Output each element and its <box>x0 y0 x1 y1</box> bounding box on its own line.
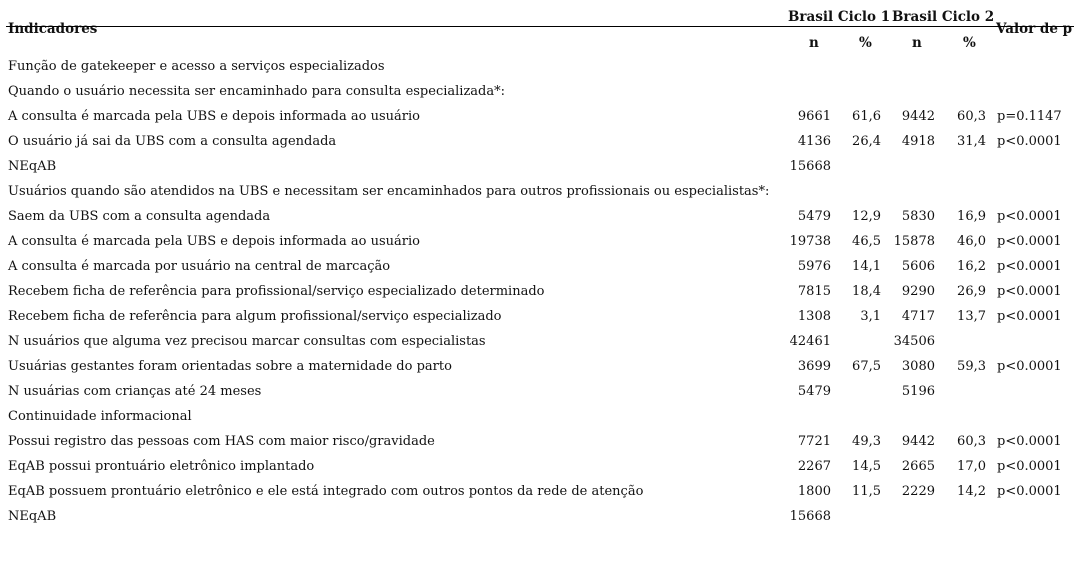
table-row <box>0 504 1077 529</box>
row-n-ciclo-1: 5479 <box>797 384 831 399</box>
row-n-ciclo-1 <box>760 179 831 204</box>
row-n-ciclo-1: 4136 <box>797 134 831 149</box>
row-n-ciclo-1: 7815 <box>797 284 831 299</box>
table-row <box>0 404 1077 429</box>
header-brasil-ciclo-1: Brasil Ciclo 1 <box>788 9 891 25</box>
row-pct-ciclo-1: 12,9 <box>852 209 881 224</box>
row-n-ciclo-1: 15668 <box>789 509 831 524</box>
header-indicadores: Indicadores <box>8 21 98 37</box>
row-label: Recebem ficha de referência para profissional/serviço especializado determinado <box>8 284 545 299</box>
row-label: Usuárias gestantes foram orientadas sobre a maternidade do parto <box>8 359 452 374</box>
row-pct-ciclo-2 <box>940 54 986 79</box>
row-pct-ciclo-2: 14,2 <box>957 484 986 499</box>
row-pct-ciclo-2 <box>940 154 986 179</box>
row-n-ciclo-2: 15878 <box>893 234 935 249</box>
table-row <box>0 104 1077 129</box>
row-pct-ciclo-1: 49,3 <box>852 434 881 449</box>
row-valor-p: p<0.0001 <box>997 434 1062 449</box>
row-valor-p: p<0.0001 <box>997 459 1062 474</box>
row-pct-ciclo-2 <box>940 179 986 204</box>
row-n-ciclo-1: 15668 <box>789 159 831 174</box>
table-row <box>0 54 1077 79</box>
row-label: NEqAB <box>8 509 57 524</box>
row-n-ciclo-1 <box>760 79 831 104</box>
row-n-ciclo-2: 34506 <box>893 334 935 349</box>
row-pct-ciclo-2: 59,3 <box>957 359 986 374</box>
row-n-ciclo-2: 2229 <box>901 484 935 499</box>
table-row <box>0 129 1077 154</box>
row-pct-ciclo-2: 16,9 <box>957 209 986 224</box>
row-n-ciclo-1: 5479 <box>797 209 831 224</box>
row-n-ciclo-2: 9442 <box>901 109 935 124</box>
row-label: NEqAB <box>8 159 57 174</box>
row-label: Possui registro das pessoas com HAS com maior risco/gravidade <box>8 434 435 449</box>
row-n-ciclo-1: 42461 <box>789 334 831 349</box>
table-row <box>0 479 1077 504</box>
row-label: Continuidade informacional <box>8 409 192 424</box>
row-n-ciclo-2 <box>882 179 935 204</box>
row-n-ciclo-2 <box>882 79 935 104</box>
row-n-ciclo-2: 2665 <box>901 459 935 474</box>
row-pct-ciclo-1 <box>836 154 881 179</box>
header-n-ciclo-1: n <box>809 35 819 51</box>
row-valor-p <box>997 379 1077 404</box>
row-pct-ciclo-1 <box>836 79 881 104</box>
row-label: Função de gatekeeper e acesso a serviços especializados <box>8 59 385 74</box>
header-pct-ciclo-2: % <box>963 35 976 51</box>
row-pct-ciclo-1 <box>836 329 881 354</box>
table-row <box>0 79 1077 104</box>
row-pct-ciclo-2: 13,7 <box>957 309 986 324</box>
row-pct-ciclo-1: 3,1 <box>860 309 881 324</box>
table-row <box>0 279 1077 304</box>
row-n-ciclo-2: 5606 <box>901 259 935 274</box>
row-pct-ciclo-2: 26,9 <box>957 284 986 299</box>
row-n-ciclo-2: 3080 <box>901 359 935 374</box>
row-label: EqAB possuem prontuário eletrônico e ele está integrado com outros pontos da rede de atenção <box>8 484 644 499</box>
row-label: N usuárias com crianças até 24 meses <box>8 384 262 399</box>
row-pct-ciclo-1: 14,5 <box>852 459 881 474</box>
row-pct-ciclo-2: 60,3 <box>957 109 986 124</box>
row-pct-ciclo-2: 60,3 <box>957 434 986 449</box>
row-n-ciclo-1: 19738 <box>789 234 831 249</box>
row-n-ciclo-1: 3699 <box>797 359 831 374</box>
row-pct-ciclo-1 <box>836 504 881 529</box>
row-pct-ciclo-1 <box>836 379 881 404</box>
row-n-ciclo-1 <box>760 404 831 429</box>
row-valor-p <box>997 54 1077 79</box>
row-pct-ciclo-1: 46,5 <box>852 234 881 249</box>
row-pct-ciclo-1: 14,1 <box>852 259 881 274</box>
row-valor-p: p<0.0001 <box>997 259 1062 274</box>
row-valor-p <box>997 179 1077 204</box>
row-pct-ciclo-1: 18,4 <box>852 284 881 299</box>
row-n-ciclo-1: 1800 <box>797 484 831 499</box>
row-n-ciclo-1: 9661 <box>797 109 831 124</box>
header-pct-ciclo-1: % <box>859 35 872 51</box>
row-pct-ciclo-1: 11,5 <box>852 484 881 499</box>
row-pct-ciclo-1 <box>836 404 881 429</box>
table-row <box>0 254 1077 279</box>
header-divider <box>6 26 1074 27</box>
row-n-ciclo-2: 5830 <box>901 209 935 224</box>
row-pct-ciclo-1 <box>836 179 881 204</box>
row-pct-ciclo-2 <box>940 404 986 429</box>
row-n-ciclo-2: 9442 <box>901 434 935 449</box>
row-n-ciclo-2 <box>882 54 935 79</box>
row-label: Recebem ficha de referência para algum profissional/serviço especializado <box>8 309 502 324</box>
row-n-ciclo-1: 1308 <box>797 309 831 324</box>
row-label: A consulta é marcada pela UBS e depois informada ao usuário <box>8 109 420 124</box>
row-pct-ciclo-2 <box>940 379 986 404</box>
row-pct-ciclo-2: 46,0 <box>957 234 986 249</box>
row-n-ciclo-2 <box>882 154 935 179</box>
header-brasil-ciclo-2: Brasil Ciclo 2 <box>892 9 995 25</box>
row-valor-p: p<0.0001 <box>997 484 1062 499</box>
row-valor-p: p<0.0001 <box>997 209 1062 224</box>
table-row <box>0 204 1077 229</box>
row-valor-p: p<0.0001 <box>997 309 1062 324</box>
row-pct-ciclo-1 <box>836 54 881 79</box>
row-n-ciclo-2 <box>882 404 935 429</box>
table-row <box>0 304 1077 329</box>
header-valor-de-p: Valor de p <box>996 21 1073 37</box>
table-row <box>0 154 1077 179</box>
row-n-ciclo-2: 5196 <box>901 384 935 399</box>
table-row <box>0 329 1077 354</box>
row-label: Saem da UBS com a consulta agendada <box>8 209 271 224</box>
row-label: A consulta é marcada por usuário na central de marcação <box>8 259 391 274</box>
table-row <box>0 379 1077 404</box>
row-n-ciclo-1: 5976 <box>797 259 831 274</box>
row-pct-ciclo-2 <box>940 79 986 104</box>
row-valor-p: p<0.0001 <box>997 359 1062 374</box>
row-valor-p: p<0.0001 <box>997 234 1062 249</box>
row-pct-ciclo-2: 17,0 <box>957 459 986 474</box>
row-n-ciclo-2 <box>882 504 935 529</box>
row-valor-p <box>997 329 1077 354</box>
row-label: EqAB possui prontuário eletrônico implantado <box>8 459 315 474</box>
row-label: O usuário já sai da UBS com a consulta agendada <box>8 134 337 149</box>
row-valor-p <box>997 404 1077 429</box>
row-pct-ciclo-1: 61,6 <box>852 109 881 124</box>
table-row <box>0 229 1077 254</box>
row-valor-p <box>997 504 1077 529</box>
table-row <box>0 429 1077 454</box>
row-valor-p: p=0.1147 <box>997 109 1062 124</box>
row-n-ciclo-2: 4918 <box>901 134 935 149</box>
row-n-ciclo-1: 2267 <box>797 459 831 474</box>
row-pct-ciclo-2 <box>940 329 986 354</box>
row-valor-p <box>997 79 1077 104</box>
row-pct-ciclo-1: 26,4 <box>852 134 881 149</box>
row-n-ciclo-1 <box>760 54 831 79</box>
row-pct-ciclo-2 <box>940 504 986 529</box>
row-valor-p: p<0.0001 <box>997 134 1062 149</box>
row-pct-ciclo-2: 31,4 <box>957 134 986 149</box>
row-n-ciclo-2: 4717 <box>901 309 935 324</box>
row-valor-p <box>997 154 1077 179</box>
row-pct-ciclo-2: 16,2 <box>957 259 986 274</box>
table-row <box>0 179 1077 204</box>
table-row <box>0 454 1077 479</box>
row-pct-ciclo-1: 67,5 <box>852 359 881 374</box>
header-n-ciclo-2: n <box>912 35 922 51</box>
row-n-ciclo-2: 9290 <box>901 284 935 299</box>
row-label: N usuários que alguma vez precisou marcar consultas com especialistas <box>8 334 486 349</box>
row-valor-p: p<0.0001 <box>997 284 1062 299</box>
row-label: Usuários quando são atendidos na UBS e necessitam ser encaminhados para outros profissionais ou especialistas*: <box>8 184 770 199</box>
row-label: Quando o usuário necessita ser encaminhado para consulta especializada*: <box>8 84 506 99</box>
table-row <box>0 354 1077 379</box>
row-n-ciclo-1: 7721 <box>797 434 831 449</box>
row-label: A consulta é marcada pela UBS e depois informada ao usuário <box>8 234 420 249</box>
